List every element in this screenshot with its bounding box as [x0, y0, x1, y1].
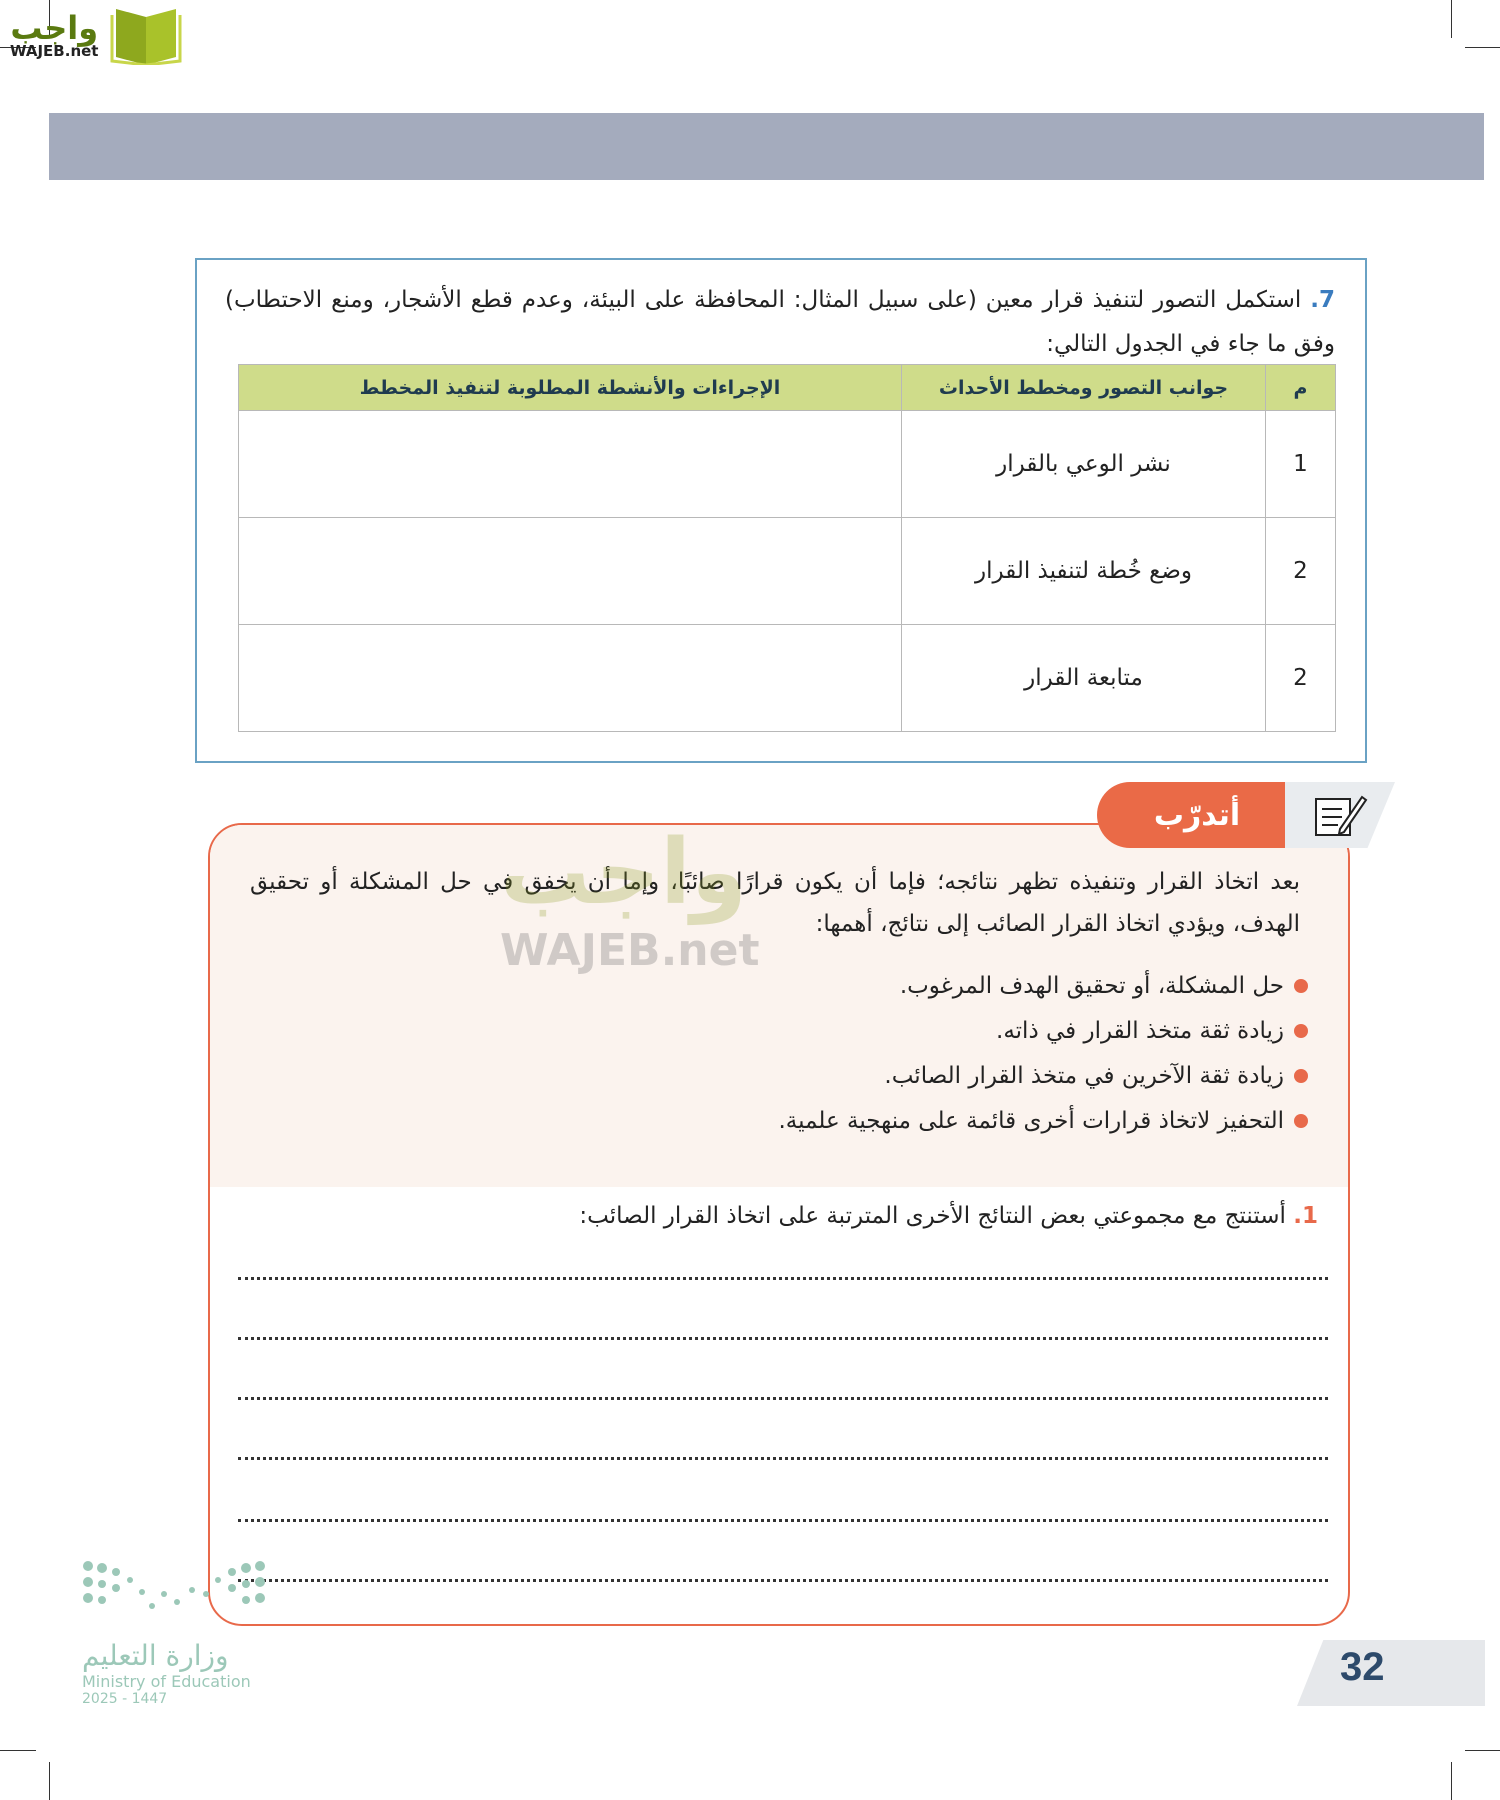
bullet-item	[900, 973, 1308, 999]
table-row	[239, 625, 1336, 732]
watermark	[500, 820, 760, 976]
row-aspect: نشر الوعي بالقرار	[902, 411, 1266, 518]
notepad-pen-icon	[1285, 782, 1395, 848]
answer-line[interactable]	[238, 1337, 1328, 1340]
question-1	[579, 1203, 1318, 1229]
answer-line[interactable]	[238, 1397, 1328, 1400]
answer-line[interactable]	[238, 1519, 1328, 1522]
question-text: أستنتج مع مجموعتي بعض النتائج الأخرى المترتبة على اتخاذ القرار الصائب:	[579, 1203, 1286, 1229]
ministry-logo	[82, 1560, 272, 1707]
header-actions: الإجراءات والأنشطة المطلوبة لتنفيذ المخطط	[239, 365, 902, 411]
bullet-text: زيادة ثقة الآخرين في متخذ القرار الصائب.	[884, 1063, 1284, 1089]
bullet-icon	[1294, 1024, 1308, 1038]
logo-arabic: واجب	[10, 8, 99, 47]
practice-tab-label: أتدرّب	[1153, 797, 1241, 833]
wajeb-logo	[10, 5, 186, 65]
bullet-text: زيادة ثقة متخذ القرار في ذاته.	[996, 1018, 1284, 1044]
row-number: 2	[1266, 625, 1336, 732]
bullet-text: التحفيز لاتخاذ قرارات أخرى قائمة على منهجية علمية.	[778, 1108, 1284, 1134]
question-7-text	[225, 278, 1335, 366]
header-number: م	[1266, 365, 1336, 411]
question-number: 7.	[1310, 287, 1336, 313]
row-number: 2	[1266, 518, 1336, 625]
watermark-latin: WAJEB.net	[500, 925, 760, 976]
year: 2025 - 1447	[82, 1691, 168, 1707]
page-number-box	[1297, 1640, 1485, 1706]
question-text: استكمل التصور لتنفيذ قرار معين (على سبيل المثال: المحافظة على البيئة، وعدم قطع الأشجار، ومنع الاحتطاب) وفق ما جاء في الجدول التالي:	[225, 287, 1335, 357]
row-number: 1	[1266, 411, 1336, 518]
answer-line[interactable]	[238, 1277, 1328, 1280]
ministry-dots-icon	[82, 1560, 267, 1625]
row-actions-input[interactable]	[239, 518, 902, 625]
table-header-row	[239, 365, 1336, 411]
practice-tab	[1097, 782, 1297, 848]
bullet-text: حل المشكلة، أو تحقيق الهدف المرغوب.	[899, 973, 1284, 999]
header-band	[49, 113, 1484, 180]
book-icon	[106, 5, 186, 65]
ministry-name-en: Ministry of Education	[82, 1672, 251, 1691]
header-aspect: جوانب التصور ومخطط الأحداث	[902, 365, 1266, 411]
question-7-box	[195, 258, 1367, 763]
ministry-name-ar: وزارة التعليم	[82, 1639, 229, 1672]
bullet-item	[996, 1018, 1308, 1044]
answer-line[interactable]	[238, 1579, 1328, 1582]
row-aspect: وضع خُطة لتنفيذ القرار	[902, 518, 1266, 625]
practice-paragraph: بعد اتخاذ القرار وتنفيذه تظهر نتائجه؛ فإما أن يكون قرارًا صائبًا، وإما أن يخفق في حل المشكلة أو تحقيق الهدف، ويؤدي اتخاذ القرار الصائب إلى نتائج، أهمها:	[250, 869, 1300, 937]
bullet-icon	[1294, 1114, 1308, 1128]
bullet-item	[778, 1108, 1308, 1134]
answer-line[interactable]	[238, 1457, 1328, 1460]
row-actions-input[interactable]	[239, 625, 902, 732]
table-row	[239, 411, 1336, 518]
plan-table	[238, 364, 1336, 732]
bullet-icon	[1294, 979, 1308, 993]
row-actions-input[interactable]	[239, 411, 902, 518]
page-number: 32	[1340, 1645, 1385, 1689]
question-number: 1.	[1293, 1203, 1318, 1229]
watermark-arabic: واجب	[500, 820, 747, 925]
row-aspect: متابعة القرار	[902, 625, 1266, 732]
bullet-item	[884, 1063, 1308, 1089]
bullet-icon	[1294, 1069, 1308, 1083]
practice-box	[208, 823, 1350, 1626]
table-row	[239, 518, 1336, 625]
logo-latin: WAJEB.net	[10, 41, 99, 60]
